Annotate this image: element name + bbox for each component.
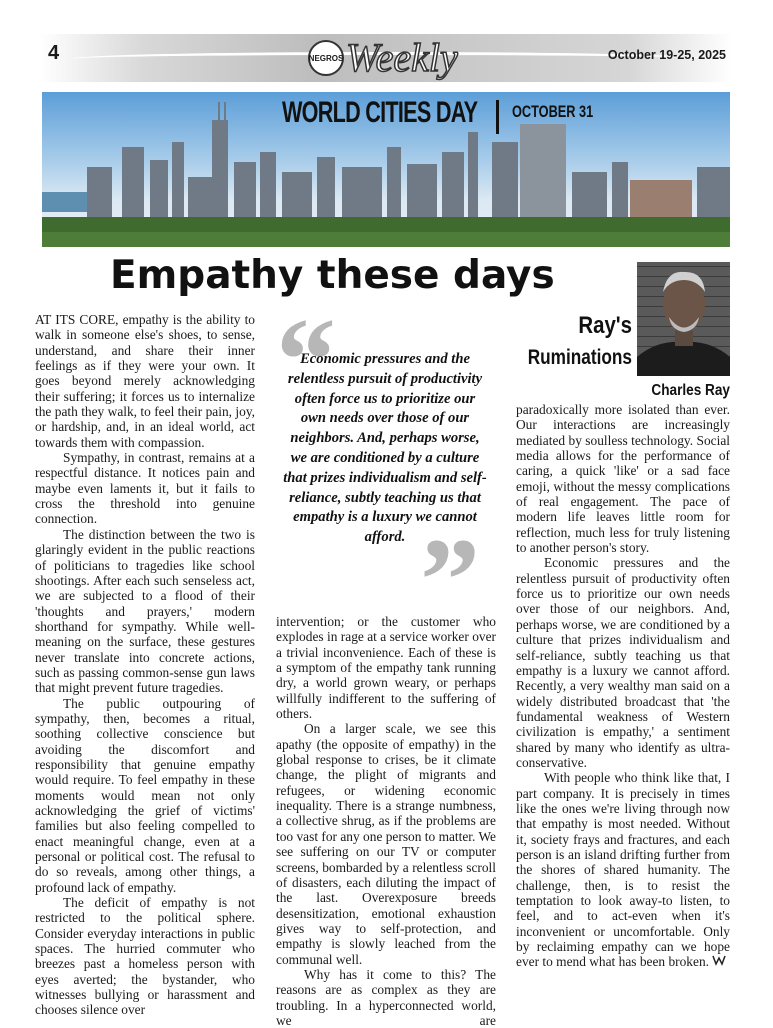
paragraph: The deficit of empathy is not restricted to the political sphere. Consider everyday interactions in public spaces. The hurried commuter who breezes past a homeless person with eyes averted; the bystander, who witnesses bullying or harassment and chooses silence over (35, 895, 255, 1018)
paragraph: Sympathy, in contrast, remains at a respectful distance. It notices pain and maybe even laments it, but it fails to cross the threshold into genuine connection. (35, 450, 255, 527)
column-name-line1: Ray's (578, 312, 632, 339)
paragraph: The public outpouring of sympathy, then, becomes a ritual, soothing collective conscience but avoiding the discomfort and responsibility that genuine empathy would require. To feel empathy in these moments would mean not only acknowledging the grief of victims' families but also feeling compelled to enact meaningful change, even at a personal or political cost. The refusal to do so reveals, among other things, a profound lack of empathy. (35, 695, 255, 895)
close-quote-icon: ” (420, 513, 480, 646)
pull-quote: Economic pressures and the relentless pursuit of productivity often force us to prioritize our own needs over those of our neighbors. And, perhaps worse, we are conditioned by a culture that prizes individualism and self-reliance, subtly teaching us that empathy is a luxury we cannot afford. (283, 351, 487, 546)
world-cities-day-banner (42, 92, 730, 247)
paragraph: AT ITS CORE, empathy is the ability to walk in someone else's shoes, to sense, understand, and share their inner feelings as if they were your own. It goes beyond merely acknowledging their suffering; it forces us to internalize the path they walk, to feel their pain, joy, or hardship, and, in an ideal world, act towards them with compassion. (35, 312, 255, 450)
logo-name: Weekly (346, 35, 458, 80)
banner-date: OCTOBER 31 (512, 102, 594, 121)
paragraph-text: With people who think like that, I part company. It is precisely in times like the ones we're living through now that empathy is most needed. Without it, society frays and fractures, and each person is an island drifting further from the shores of shared humanity. The challenge, then, is to resist the temptation to look away-to listen, to feel, and to act-even when it's inconvenient or uncomfortable. Only by reclaiming empathy can we hope ever to mend what has been broken. (516, 770, 730, 970)
paragraph: Why has it come to this? The reasons are as complex as they are troubling. In a hyperconnected world, we are (276, 966, 496, 1028)
issue-date: October 19-25, 2025 (607, 48, 726, 62)
column-name-line2: Ruminations (527, 346, 632, 369)
paragraph: The distinction between the two is glaringly evident in the public reactions of politicians to tragedies like school shootings. After each such senseless act, we are subjected to a flood of their 'thoughts and prayers,' modern shorthand for sympathy. While well-meaning on the surface, these gestures never translate into concrete actions, such as passing common-sense gun laws that might prevent future tragedies. (35, 526, 255, 696)
article-column-1 (35, 312, 255, 1018)
article-column-2 (276, 614, 496, 1028)
masthead (40, 34, 732, 82)
author-portrait (637, 262, 730, 376)
paragraph (516, 770, 730, 969)
article-headline: Empathy these days (110, 253, 555, 298)
end-mark-icon (712, 954, 726, 969)
logo-badge: NEGROS (308, 40, 344, 76)
banner-title: WORLD CITIES DAY (282, 96, 478, 129)
paragraph: intervention; or the customer who explodes in rage at a service worker over a trivial inconvenience. Each of these is a symptom of the empathy tank running dry, a world grown weary, or perhaps willfully indifferent to the suffering of others. (276, 614, 496, 722)
paragraph: On a larger scale, we see this apathy (the opposite of empathy) in the global response to crises, be it climate change, the plight of migrants and refugees, or widening economic inequality. There is a strange numbness, a collective shrug, as if the problems are too vast for any one person to matter. We see suffering on our TV or computer screens, bombarded by a relentless scroll of disasters, each diluting the impact of the last. Overexposure breeds desensitization, emotional exhaustion gives way to self-protection, and empathy is slowly leached from the communal well. (276, 721, 496, 967)
paragraph: Economic pressures and the relentless pursuit of productivity often force us to prioritize our own needs over those of our neighbors. And, perhaps worse, we are conditioned by a culture that prizes individualism and self-reliance, subtly teaching us that empathy is a luxury we cannot afford. Recently, a very wealthy man said on a widely distributed broadcast that 'the fundamental weakness of Western civilization is empathy,' a sentiment shared by many who identify as ultra-conservative. (516, 555, 730, 770)
article-column-3 (516, 402, 730, 970)
author-photo (637, 262, 730, 376)
paragraph: paradoxically more isolated than ever. Our interactions are increasingly mediated by soulless technology. Social media allows for the performance of caring, a quick 'like' or a sad face emoji, without the messy complications of real engagement. The pace of modern life leaves little room for reflection, much less for truly listening to another person's story. (516, 402, 730, 556)
newspaper-logo (308, 34, 458, 82)
banner-divider (496, 100, 499, 134)
open-quote-icon: “ (276, 293, 336, 426)
page-number: 4 (48, 42, 60, 64)
author-byline: Charles Ray (651, 382, 730, 399)
